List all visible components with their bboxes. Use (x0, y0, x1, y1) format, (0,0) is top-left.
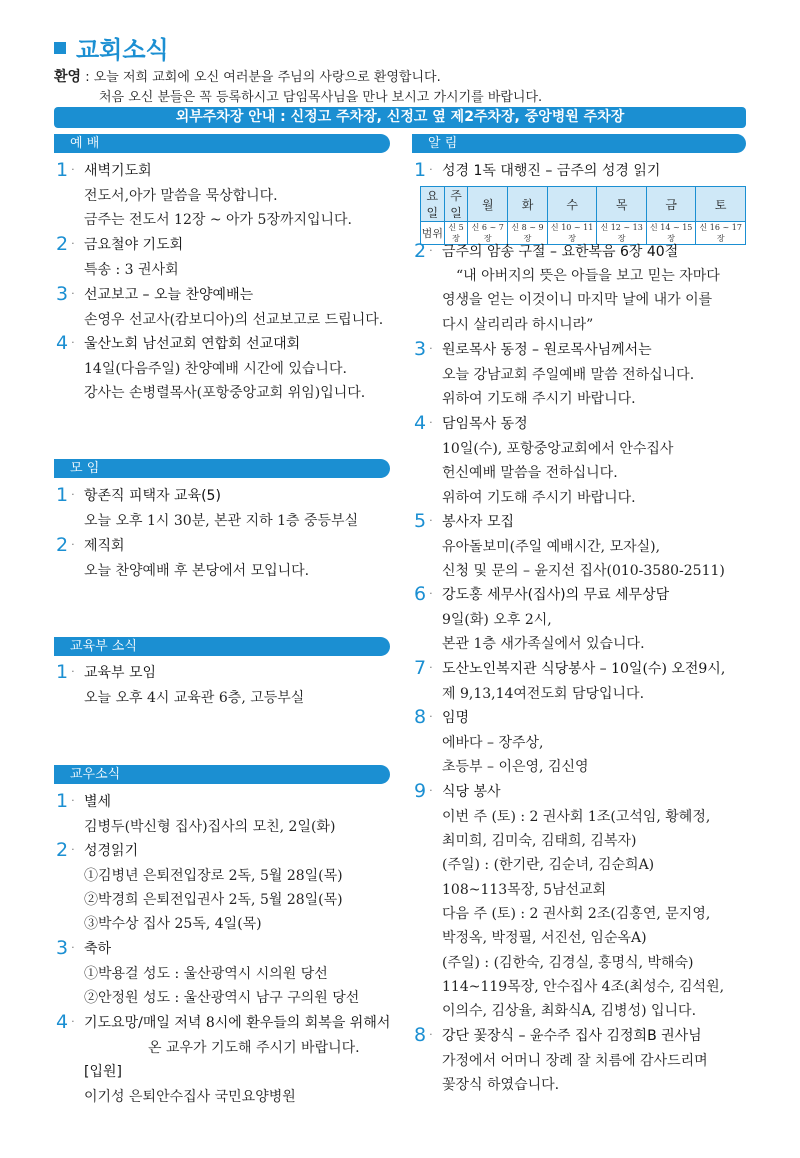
item-number: 8 · (414, 1024, 433, 1046)
item-number: 1 · (414, 159, 433, 181)
item-line: 14일(다음주일) 찬양예배 시간에 있습니다. (84, 361, 347, 377)
item-title: 항존직 피택자 교육(5) (84, 488, 221, 504)
parking-banner: 외부주차장 안내 : 신정고 주차장, 신정고 옆 제2주차장, 중앙병원 주차장 (54, 107, 746, 128)
item-number: 3 · (56, 937, 75, 959)
item-line: 본관 1층 새가족실에서 있습니다. (442, 636, 645, 652)
item-title: 기도요망/매일 저녁 8시에 환우들의 회복을 위해서 (84, 1015, 391, 1031)
item-number: 2 · (414, 240, 433, 262)
item-number: 8 · (414, 706, 433, 728)
item-line: 박정옥, 박정필, 서진선, 임순옥A) (442, 930, 647, 946)
item-title: 울산노회 남선교회 연합회 선교대회 (84, 336, 301, 352)
item-number: 4 · (414, 412, 433, 434)
item-line: 가정에서 어머니 장례 잘 치름에 감사드리며 (442, 1053, 708, 1069)
page-title: 교회소식 (54, 30, 169, 65)
schedule-days-row (421, 187, 746, 222)
welcome-line-1: 환영 : 오늘 저희 교회에 오신 여러분을 주님의 사랑으로 환영합니다. (54, 69, 441, 85)
item-number: 7 · (414, 657, 433, 679)
item-title: 강도홍 세무사(집사)의 무료 세무상담 (442, 587, 670, 603)
schedule-cell: 신 6 ~ 7장 (468, 222, 508, 245)
item-line: 에바다 – 장주상, (442, 735, 544, 751)
item-number: 1 · (56, 484, 75, 506)
item-line: 특송 : 3 권사회 (84, 262, 179, 278)
item-line: “내 아버지의 뜻은 아들을 보고 믿는 자마다 (456, 268, 720, 284)
item-title: 원로목사 동정 – 원로목사님께서는 (442, 342, 652, 358)
item-title: 선교보고 – 오늘 찬양예배는 (84, 287, 254, 303)
item-title: 강단 꽃장식 – 윤수주 집사 김정희B 권사님 (442, 1028, 702, 1044)
schedule-cell: 범위 (421, 222, 445, 245)
schedule-cell: 요일 (421, 187, 445, 222)
item-title: 임명 (442, 710, 470, 726)
item-line: 강사는 손병렬목사(포항중앙교회 위임)입니다. (84, 385, 366, 401)
item-number: 3 · (414, 338, 433, 360)
schedule-cell: 신 10 ~ 11장 (547, 222, 597, 245)
schedule-cell: 신 14 ~ 15장 (646, 222, 696, 245)
item-line: 온 교우가 기도해 주시기 바랍니다. (148, 1040, 360, 1056)
item-line: ③박수상 집사 25독, 4일(목) (84, 916, 262, 932)
item-line: 위하여 기도해 주시기 바랍니다. (442, 490, 636, 506)
item-title: 도산노인복지관 식당봉사 – 10일(수) 오전9시, (442, 661, 726, 677)
item-line: 오늘 찬양예배 후 본당에서 모입니다. (84, 563, 310, 579)
item-line: 오늘 강남교회 주일예배 말씀 전하십니다. (442, 367, 695, 383)
item-number: 5 · (414, 510, 433, 532)
item-line: 다음 주 (토) : 2 권사회 2조(김홍연, 문지영, (442, 906, 711, 922)
item-number: 2 · (56, 839, 75, 861)
item-title: 식당 봉사 (442, 784, 501, 800)
item-title: 별세 (84, 794, 112, 810)
item-line: 전도서,아가 말씀을 묵상합니다. (84, 188, 278, 204)
item-line: 108~113목장, 5남선교회 (442, 882, 607, 898)
item-number: 9 · (414, 780, 433, 802)
schedule-cell: 토 (696, 187, 746, 222)
schedule-cell: 금 (646, 187, 696, 222)
item-number: 6 · (414, 583, 433, 605)
item-line: 오늘 오후 4시 교육관 6층, 고등부실 (84, 690, 305, 706)
item-title: 성경읽기 (84, 843, 139, 859)
item-line: 이번 주 (토) : 2 권사회 1조(고석임, 황혜정, (442, 809, 711, 825)
item-number: 1 · (56, 159, 75, 181)
schedule-cell: 주일 (444, 187, 468, 222)
item-title: 담임목사 동정 (442, 416, 528, 432)
schedule-cell: 신 16 ~ 17장 (696, 222, 746, 245)
item-line: 손영우 선교사(캄보디아)의 선교보고로 드립니다. (84, 312, 384, 328)
item-title: 금주의 암송 구절 – 요한복음 6장 40절 (442, 244, 679, 260)
item-line: ②안정원 성도 : 울산광역시 남구 구의원 당선 (84, 990, 360, 1006)
welcome-line-2: 처음 오신 분들은 꼭 등록하시고 담임목사님을 만나 보시고 가시기를 바랍니다. (99, 90, 543, 105)
item-line: 오늘 오후 1시 30분, 본관 지하 1층 중등부실 (84, 513, 359, 529)
item-line: 꽃장식 하였습니다. (442, 1077, 560, 1093)
item-line: 114~119목장, 안수집사 4조(최성수, 김석원, (442, 979, 725, 995)
item-line: 신청 및 문의 – 윤지선 집사(010-3580-2511) (442, 563, 725, 579)
section-header-members: 교우소식 (54, 765, 390, 784)
item-line: 영생을 얻는 이것이니 마지막 날에 내가 이를 (442, 292, 713, 308)
section-header-worship: 예 배 (54, 134, 390, 153)
item-number: 1 · (56, 661, 75, 683)
item-title: 봉사자 모집 (442, 514, 515, 530)
item-line: 유아돌보미(주일 예배시간, 모자실), (442, 539, 661, 555)
item-line: ①박용걸 성도 : 울산광역시 시의원 당선 (84, 966, 328, 982)
square-bullet-icon (54, 42, 66, 54)
item-number: 4 · (56, 1011, 75, 1033)
item-line: 위하여 기도해 주시기 바랍니다. (442, 391, 636, 407)
item-line: ②박경희 은퇴전입권사 2독, 5월 28일(목) (84, 892, 343, 908)
item-number: 4 · (56, 332, 75, 354)
item-line: 헌신예배 말씀을 전하십니다. (442, 465, 618, 481)
item-line: 이의수, 김상율, 최화식A, 김병성) 입니다. (442, 1003, 697, 1019)
schedule-cell: 신 5장 (444, 222, 468, 245)
item-number: 2 · (56, 233, 75, 255)
section-header-education: 교육부 소식 (54, 637, 390, 656)
item-line: 금주는 전도서 12장 ~ 아가 5장까지입니다. (84, 212, 353, 228)
item-number: 3 · (56, 283, 75, 305)
item-number: 1 · (56, 790, 75, 812)
item-line: 김병두(박신형 집사)집사의 모친, 2일(화) (84, 819, 336, 835)
item-title: 축하 (84, 941, 112, 957)
schedule-cell: 월 (468, 187, 508, 222)
section-header-meeting: 모 임 (54, 459, 390, 478)
item-line: 다시 살리리라 하시니라” (442, 317, 594, 333)
item-line: 초등부 – 이은영, 김신영 (442, 759, 589, 775)
section-header-announcements: 알 림 (412, 134, 746, 153)
item-line: 10일(수), 포항중앙교회에서 안수집사 (442, 441, 674, 457)
schedule-cell: 신 12 ~ 13장 (597, 222, 647, 245)
schedule-cell: 화 (508, 187, 548, 222)
item-title: 교육부 모임 (84, 665, 157, 681)
item-line: (주일) : (한기란, 김순녀, 김순희A) (442, 857, 655, 873)
schedule-cell: 신 8 ~ 9장 (508, 222, 548, 245)
item-line: 이기성 은퇴안수집사 국민요양병원 (84, 1089, 296, 1105)
item-number: 2 · (56, 534, 75, 556)
item-line: ①김병년 은퇴전입장로 2독, 5월 28일(목) (84, 868, 343, 884)
item-line: 9일(화) 오후 2시, (442, 612, 552, 628)
bible-reading-schedule (420, 186, 746, 245)
item-title: 제직회 (84, 538, 125, 554)
item-line: (주일) : (김한숙, 김경실, 홍명식, 박해숙) (442, 955, 694, 971)
item-title: 금요철야 기도회 (84, 237, 184, 253)
item-line: 최미희, 김미숙, 김태희, 김복자) (442, 833, 637, 849)
item-subhead: [입원] (84, 1064, 122, 1080)
item-title: 성경 1독 대행진 – 금주의 성경 읽기 (442, 163, 661, 179)
schedule-cell: 목 (597, 187, 647, 222)
item-title: 새벽기도회 (84, 163, 152, 179)
schedule-cell: 수 (547, 187, 597, 222)
item-line: 제 9,13,14여전도회 담당입니다. (442, 686, 645, 702)
